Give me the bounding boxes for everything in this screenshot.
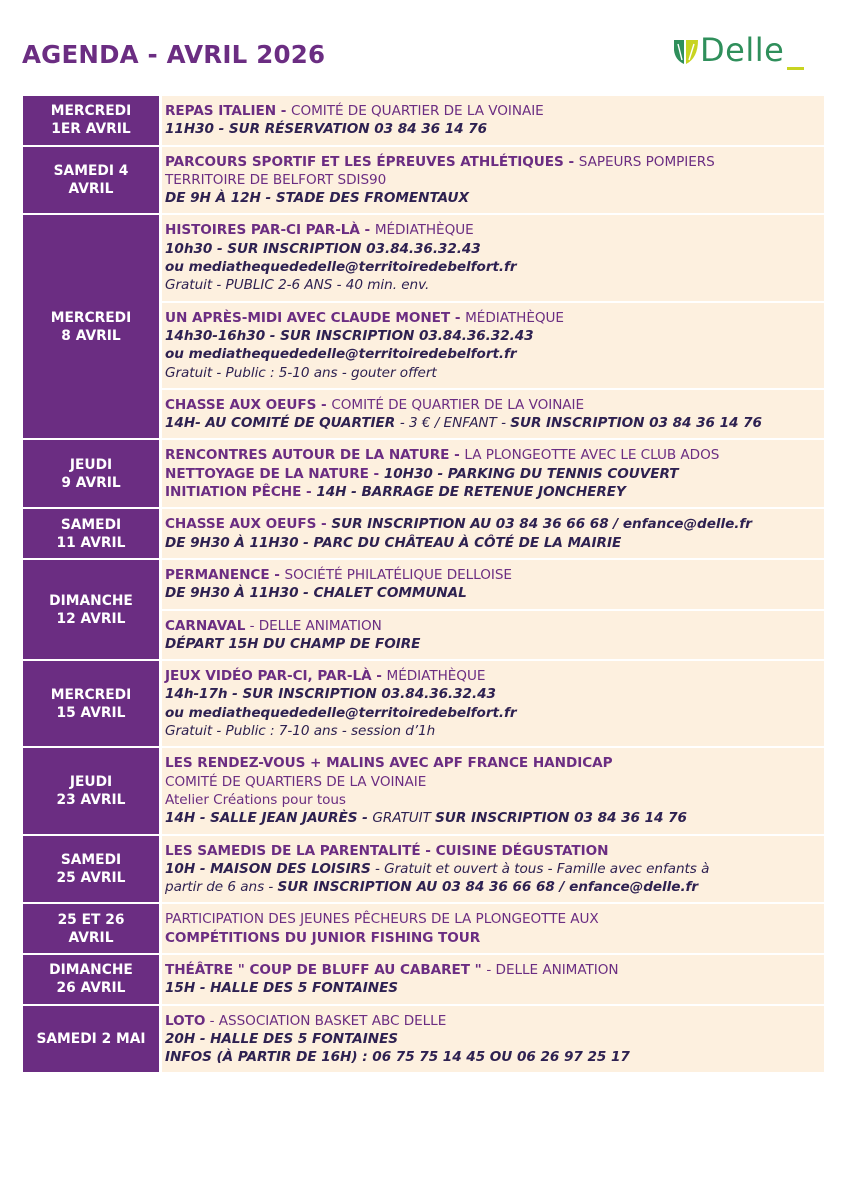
event-date (23, 509, 159, 558)
event-text: 14H - SALLE JEAN JAURÈS - (165, 810, 373, 827)
event-date (23, 955, 159, 1004)
event-text: - DELLE ANIMATION (245, 617, 382, 634)
event-text: LA PLONGEOTTE AVEC LE CLUB ADOS (464, 447, 720, 464)
event-text: NETTOYAGE DE LA NATURE - (165, 465, 384, 482)
event-line (165, 221, 820, 239)
event-entry (162, 509, 824, 558)
event-date-line: 23 AVRIL (56, 791, 126, 808)
event-entry (162, 955, 824, 1004)
event-line (165, 534, 820, 552)
leaf-icon (672, 34, 700, 68)
event-text: SUR INSCRIPTION AU 03 84 36 66 68 / enfance@delle.fr (331, 516, 752, 533)
event-date-line: SAMEDI (60, 851, 122, 868)
event-line (165, 345, 820, 363)
event-date-line: JEUDI (69, 773, 113, 790)
event-line (165, 414, 820, 432)
event-text: DÉPART 15H DU CHAMP DE FOIRE (165, 635, 421, 652)
event-entry (162, 1006, 824, 1073)
event-line (165, 171, 820, 189)
event-date (23, 440, 159, 507)
event-date-line: DIMANCHE (49, 962, 133, 979)
agenda-row (23, 834, 824, 903)
event-text: - ASSOCIATION BASKET ABC DELLE (205, 1012, 447, 1029)
event-date-line: 9 AVRIL (61, 474, 121, 491)
event-text: LES RENDEZ-VOUS + MALINS AVEC APF FRANCE HANDICAP (165, 755, 613, 772)
logo-text: Delle (700, 31, 785, 69)
event-line (165, 961, 820, 979)
page-title: AGENDA - AVRIL 2026 (22, 40, 326, 69)
event-line (165, 465, 820, 483)
event-text: Atelier Créations pour tous (165, 791, 346, 808)
event-line (165, 189, 820, 207)
event-text: DE 9H30 À 11H30 - CHALET COMMUNAL (165, 585, 467, 602)
event-text: TERRITOIRE DE BELFORT SDIS90 (165, 171, 387, 188)
event-date (23, 147, 159, 214)
event-date (23, 748, 159, 833)
event-date-line: 1ER AVRIL (51, 121, 131, 138)
event-line (165, 566, 820, 584)
event-text: CHASSE AUX OEUFS - (165, 516, 332, 533)
event-line (165, 667, 820, 685)
event-date (23, 215, 159, 438)
event-text: SUR INSCRIPTION AU 03 84 36 66 68 / enfance@delle.fr (277, 879, 699, 896)
event-text: DE 9H30 À 11H30 - PARC DU CHÂTEAU À CÔTÉ DE LA MAIRIE (165, 534, 622, 551)
event-line (165, 364, 820, 382)
event-text: PARCOURS SPORTIF ET LES ÉPREUVES ATHLÉTIQUES - (165, 153, 579, 170)
event-line (165, 483, 820, 501)
agenda-row (23, 96, 824, 145)
event-text: 14h-17h - SUR INSCRIPTION 03.84.36.32.43 (165, 686, 496, 703)
event-text: 10h30 - SUR INSCRIPTION 03.84.36.32.43 (165, 240, 481, 257)
event-text: UN APRÈS-MIDI AVEC CLAUDE MONET - (165, 309, 466, 326)
event-text: CHASSE AUX OEUFS - (165, 396, 332, 413)
event-text: DE 9H À 12H - STADE DES FROMENTAUX (165, 190, 469, 207)
event-line (165, 1012, 820, 1030)
event-line (165, 1030, 820, 1048)
agenda-table (23, 96, 824, 1072)
event-date-line: JEUDI (69, 456, 113, 473)
event-text: SUR INSCRIPTION 03 84 36 14 76 (510, 415, 762, 432)
event-text: - Gratuit et ouvert à tous - Famille avec enfants à (370, 860, 710, 877)
agenda-row (23, 902, 824, 953)
event-entry (162, 836, 824, 903)
event-entry (162, 661, 824, 746)
event-line (165, 860, 820, 878)
event-line (165, 685, 820, 703)
event-line (165, 773, 820, 791)
event-line (165, 722, 820, 740)
event-text: PERMANENCE - (165, 566, 285, 583)
agenda-row (23, 213, 824, 438)
event-line (165, 396, 820, 414)
event-line (165, 120, 820, 138)
event-line (165, 979, 820, 997)
event-entry (162, 440, 824, 507)
event-text: SAPEURS POMPIERS (578, 153, 715, 170)
event-line (165, 754, 820, 772)
event-date-line: AVRIL (68, 929, 114, 946)
event-text: 14H- AU COMITÉ DE QUARTIER (165, 415, 400, 432)
event-entry (162, 96, 824, 145)
event-date-line: 25 ET 26 (57, 911, 125, 928)
event-line (165, 102, 820, 120)
event-line (165, 878, 820, 896)
agenda-row (23, 659, 824, 746)
agenda-row (23, 1004, 824, 1073)
event-text: MÉDIATHÈQUE (465, 309, 564, 326)
event-date-line: 26 AVRIL (56, 980, 126, 997)
event-line (165, 240, 820, 258)
event-date-line: DIMANCHE (49, 592, 133, 609)
event-line (165, 791, 820, 809)
event-text: Gratuit - Public : 5-10 ans - gouter offert (165, 364, 437, 381)
agenda-row (23, 438, 824, 507)
event-entry (162, 388, 824, 439)
event-date-line: 12 AVRIL (56, 610, 126, 627)
event-text: COMITÉ DE QUARTIER DE LA VOINAIE (291, 103, 544, 119)
event-date-line: SAMEDI (60, 516, 122, 533)
event-text: Gratuit - Public : 7-10 ans - session d’1h (165, 723, 436, 740)
event-text: LOTO (165, 1012, 206, 1029)
event-line (165, 327, 820, 345)
event-text: RENCONTRES AUTOUR DE LA NATURE - (165, 447, 465, 464)
event-text: SUR INSCRIPTION 03 84 36 14 76 (435, 810, 687, 827)
event-date (23, 560, 159, 659)
event-text: INITIATION PÊCHE - (165, 484, 317, 501)
event-text: INFOS (À PARTIR DE 16H) : 06 75 75 14 45 OU 06 26 97 25 17 (165, 1049, 630, 1066)
event-text: LES SAMEDIS DE LA PARENTALITÉ - CUISINE DÉGUSTATION (165, 842, 609, 859)
event-line (165, 842, 820, 860)
event-line (165, 446, 820, 464)
agenda-row (23, 746, 824, 833)
event-text: 20H - HALLE DES 5 FONTAINES (165, 1030, 399, 1047)
event-text: Gratuit - PUBLIC 2-6 ANS - 40 min. env. (165, 277, 430, 294)
event-line (165, 635, 820, 653)
event-text: CARNAVAL (165, 617, 246, 634)
delle-logo (672, 30, 822, 74)
event-text: REPAS ITALIEN - (165, 103, 291, 119)
event-text: GRATUIT (372, 810, 436, 827)
event-date (23, 1006, 159, 1073)
event-date (23, 904, 159, 953)
event-date-line: SAMEDI 4 (53, 163, 129, 180)
event-date-line: MERCREDI (50, 686, 132, 703)
event-line (165, 309, 820, 327)
event-line (165, 584, 820, 602)
event-line (165, 515, 820, 533)
event-date (23, 661, 159, 746)
event-date-line: MERCREDI (50, 309, 132, 326)
event-line (165, 276, 820, 294)
event-text: COMPÉTITIONS DU JUNIOR FISHING TOUR (165, 929, 481, 946)
event-line (165, 910, 820, 928)
event-entry (162, 147, 824, 214)
event-line (165, 1048, 820, 1066)
event-text: 15H - HALLE DES 5 FONTAINES (165, 980, 399, 997)
event-text: PARTICIPATION DES JEUNES PÊCHEURS DE LA PLONGEOTTE AUX (165, 911, 599, 928)
event-entry (162, 904, 824, 953)
event-text: ou mediathequededelle@territoiredebelfort.fr (165, 346, 517, 363)
event-text: JEUX VIDÉO PAR-CI, PAR-LÀ - (165, 668, 387, 685)
event-entry (162, 215, 824, 300)
event-text: HISTOIRES PAR-CI PAR-LÀ - (165, 222, 375, 239)
agenda-row (23, 507, 824, 558)
event-text: 11H30 - SUR RÉSERVATION 03 84 36 14 76 (165, 121, 488, 138)
event-entry (162, 609, 824, 660)
event-line (165, 153, 820, 171)
event-date-line: SAMEDI 2 MAI (36, 1031, 146, 1048)
agenda-row (23, 145, 824, 214)
event-date (23, 836, 159, 903)
event-text: - DELLE ANIMATION (486, 961, 619, 978)
event-date-line: MERCREDI (50, 103, 132, 120)
event-text: partir de 6 ans - (165, 879, 278, 896)
event-text: THÉÂTRE " COUP DE BLUFF AU CABARET " (165, 961, 487, 978)
event-line (165, 258, 820, 276)
event-text: 14h30-16h30 - SUR INSCRIPTION 03.84.36.32.43 (165, 327, 534, 344)
event-text: MÉDIATHÈQUE (386, 668, 486, 685)
event-text: ou mediathequededelle@territoiredebelfort.fr (165, 704, 517, 721)
event-text: 10H - MAISON DES LOISIRS (165, 860, 371, 877)
event-line (165, 929, 820, 947)
event-text: - 3 € / ENFANT - (399, 415, 511, 432)
event-entry (162, 560, 824, 609)
event-date-line: 25 AVRIL (56, 869, 126, 886)
event-date-line: AVRIL (68, 181, 114, 198)
event-text: SOCIÉTÉ PHILATÉLIQUE DELLOISE (284, 566, 512, 583)
event-text: COMITÉ DE QUARTIERS DE LA VOINAIE (165, 773, 427, 790)
event-line (165, 809, 820, 827)
event-entry (162, 748, 824, 833)
agenda-row (23, 953, 824, 1004)
event-text: MÉDIATHÈQUE (374, 222, 474, 239)
event-text: COMITÉ DE QUARTIER DE LA VOINAIE (331, 396, 585, 413)
logo-underline (787, 67, 804, 70)
event-line (165, 704, 820, 722)
event-text: ou mediathequededelle@territoiredebelfort.fr (165, 259, 517, 276)
event-date (23, 96, 159, 145)
event-date-line: 15 AVRIL (56, 704, 126, 721)
event-text: 10H30 - PARKING DU TENNIS COUVERT (383, 465, 679, 482)
event-text: 14H - BARRAGE DE RETENUE JONCHEREY (316, 484, 626, 501)
event-entry (162, 301, 824, 388)
event-date-line: 8 AVRIL (61, 327, 121, 344)
event-line (165, 617, 820, 635)
event-date-line: 11 AVRIL (56, 534, 126, 551)
agenda-row (23, 558, 824, 659)
